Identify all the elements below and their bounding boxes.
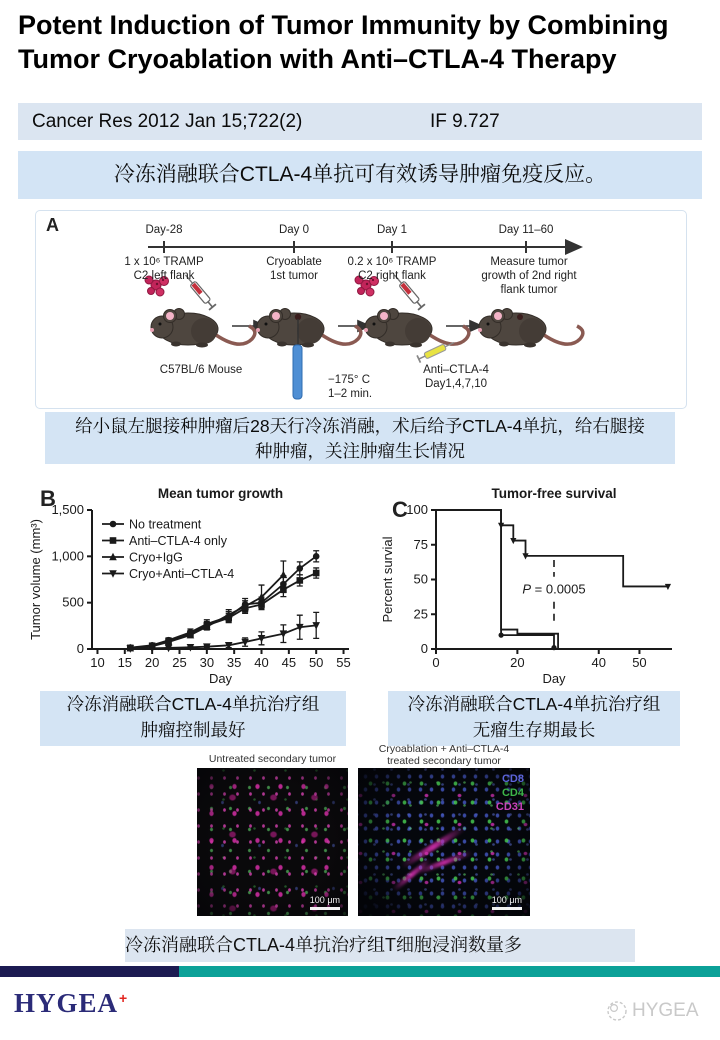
cryo-temp-label: −175° C 1–2 min. [328, 374, 373, 400]
note-tcell: 冷冻消融联合CTLA-4单抗治疗组T细胞浸润数量多 [125, 929, 635, 962]
cd31-legend: CD31 [495, 801, 524, 813]
cd8-legend: CD8 [501, 773, 524, 785]
svg-text:Mean tumor growth: Mean tumor growth [157, 486, 284, 501]
svg-text:25: 25 [172, 655, 187, 670]
timeline-desc-2: Cryoablate 1st tumor [266, 256, 322, 282]
antibody-schedule-label: Anti–CTLA-4 Day1,4,7,10 [423, 364, 489, 390]
svg-text:Day: Day [542, 671, 566, 686]
mouse-1 [150, 309, 255, 348]
micro-left-title: Untreated secondary tumor [208, 753, 337, 765]
hygea-watermark: HYGEA [606, 1000, 699, 1022]
svg-text:Day: Day [208, 671, 233, 686]
svg-text:0: 0 [76, 641, 84, 656]
note-panel-b: 冷冻消融联合CTLA-4单抗治疗组 肿瘤控制最好 [40, 691, 346, 746]
impact-factor: IF 9.727 [430, 111, 500, 132]
svg-text:1,500: 1,500 [51, 502, 84, 517]
svg-text:Cryo+IgG: Cryo+IgG [129, 550, 183, 565]
mouse-3 [364, 309, 469, 348]
timeline-desc-3: 0.2 x 10⁶ TRAMP C2 right flank [347, 256, 437, 282]
micro-image-treated [358, 768, 530, 916]
stain-legend [496, 772, 524, 814]
journal-citation: Cancer Res 2012 Jan 15;722(2) [32, 111, 303, 132]
panel-b-label: B [40, 486, 56, 511]
timeline-desc-4: Measure tumor growth of 2nd right flank tumor [481, 256, 577, 296]
svg-text:15: 15 [117, 655, 133, 670]
svg-text:20: 20 [510, 655, 525, 670]
footer-bar-teal [179, 966, 720, 977]
hygea-logo: HYGEA+ [14, 988, 129, 1018]
note-panel-c: 冷冻消融联合CTLA-4单抗治疗组 无瘤生存期最长 [388, 691, 680, 746]
svg-text:50: 50 [632, 655, 647, 670]
panel-a-schematic [35, 210, 687, 409]
tumor-dot [517, 314, 523, 320]
svg-text:50: 50 [308, 655, 324, 670]
svg-text:40: 40 [254, 655, 269, 670]
tumor-growth-chart [28, 484, 363, 689]
svg-text:50: 50 [413, 571, 428, 587]
scale-bar: 100 μm [492, 895, 522, 910]
scale-bar: 100 μm [310, 895, 340, 910]
mouse-strain-label: C57BL/6 Mouse [159, 364, 243, 376]
timeline-day-1: Day-28 [145, 224, 183, 236]
micro-image-untreated [197, 768, 348, 916]
timeline-day-3: Day 1 [376, 224, 408, 236]
watermark-stamp-icon [606, 1000, 628, 1022]
mouse-4 [478, 309, 583, 348]
headline-cn: 冷冻消融联合CTLA-4单抗可有效诱导肿瘤免疫反应。 [18, 151, 702, 199]
svg-text:Tumor volume (mm³): Tumor volume (mm³) [28, 519, 43, 640]
svg-text:Tumor-free survival: Tumor-free survival [491, 486, 617, 501]
panel-a-label: A [46, 215, 59, 235]
timeline-day-4: Day 11–60 [498, 224, 554, 236]
svg-text:0: 0 [432, 655, 440, 670]
svg-text:20: 20 [144, 655, 160, 670]
svg-text:10: 10 [90, 655, 105, 670]
logo-cross-icon: + [119, 990, 129, 1006]
svg-text:P = 0.0005: P = 0.0005 [522, 581, 586, 597]
svg-text:35: 35 [226, 655, 242, 670]
cryoprobe-icon [293, 345, 302, 399]
svg-text:40: 40 [591, 655, 606, 670]
svg-text:75: 75 [413, 536, 428, 552]
svg-text:500: 500 [62, 594, 84, 610]
title-line-2: Tumor Cryoablation with Anti–CTLA-4 Therapy [18, 44, 617, 74]
page-title [18, 8, 710, 76]
svg-text:25: 25 [413, 606, 428, 622]
svg-text:0: 0 [420, 641, 428, 656]
cd4-legend: CD4 [501, 787, 524, 799]
survival-chart [380, 484, 690, 689]
svg-text:Anti–CTLA-4 only: Anti–CTLA-4 only [129, 534, 227, 548]
svg-text:1,000: 1,000 [51, 548, 84, 564]
svg-text:100: 100 [406, 502, 428, 517]
timeline-day-2: Day 0 [278, 224, 310, 236]
mouse-2 [256, 309, 361, 348]
svg-text:45: 45 [281, 655, 297, 670]
svg-text:Cryo+Anti–CTLA-4: Cryo+Anti–CTLA-4 [129, 567, 235, 581]
svg-text:Percent survial: Percent survial [380, 536, 395, 623]
timeline-desc-1: 1 x 10⁶ TRAMP C2 left flank [124, 256, 204, 282]
panel-c-label: C [392, 497, 408, 522]
svg-text:55: 55 [336, 655, 351, 670]
citation-bar [18, 103, 702, 140]
svg-text:No treatment: No treatment [129, 517, 202, 532]
svg-text:30: 30 [199, 655, 215, 670]
micro-right-title: Cryoablation + Anti–CTLA-4 treated secondary tumor [378, 743, 510, 767]
note-panel-a: 给小鼠左腿接种肿瘤后28天行冷冻消融，术后给予CTLA-4单抗，给右腿接 种肿瘤，关注肿瘤生长情况 [45, 412, 675, 464]
title-line-1: Potent Induction of Tumor Immunity by Combining [18, 10, 669, 40]
footer-bar-navy [0, 966, 179, 977]
